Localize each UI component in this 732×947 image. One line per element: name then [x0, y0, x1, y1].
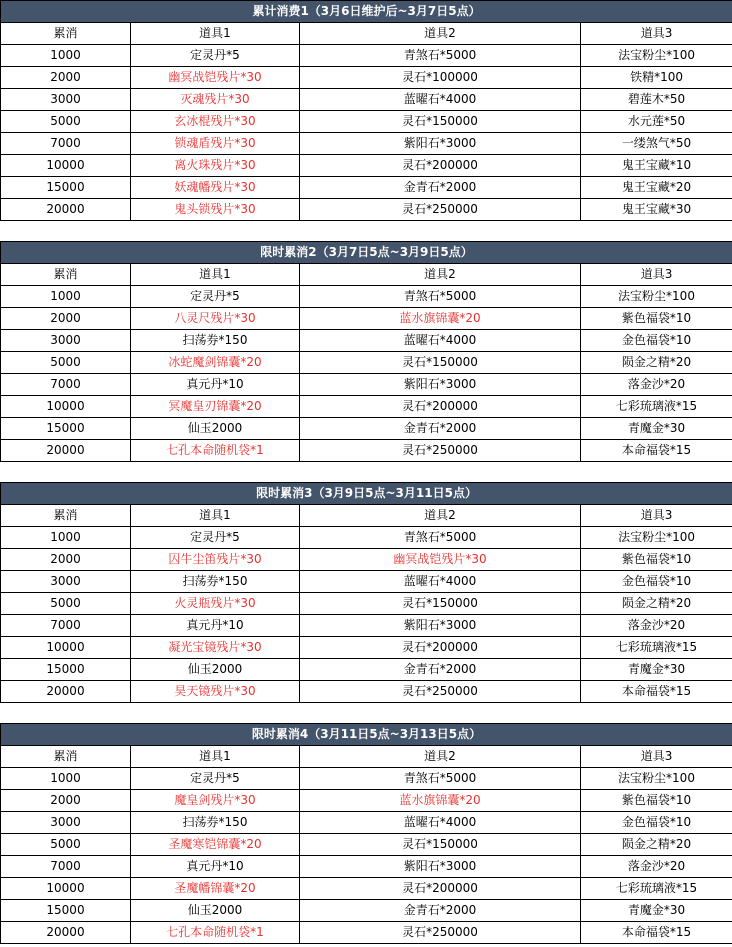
reward-item-cell: 紫色福袋*10 — [581, 790, 732, 812]
reward-item-cell: 定灵丹*5 — [131, 286, 300, 308]
spend-threshold-cell: 2000 — [1, 67, 131, 89]
table-title: 限时累消2（3月7日5点~3月9日5点） — [1, 242, 732, 264]
reward-item-cell: 灵石*250000 — [300, 199, 581, 221]
column-header: 道具2 — [300, 264, 581, 286]
column-header: 道具3 — [581, 746, 732, 768]
table-row — [1, 177, 732, 199]
column-header-row — [1, 746, 732, 768]
reward-item-cell: 仙玉2000 — [131, 900, 300, 922]
reward-item-cell: 本命福袋*15 — [581, 440, 732, 462]
table-row — [1, 527, 732, 549]
reward-item-cell: 囚牛尘笛残片*30 — [131, 549, 300, 571]
spend-threshold-cell: 5000 — [1, 111, 131, 133]
spend-threshold-cell: 1000 — [1, 768, 131, 790]
reward-item-cell: 仙玉2000 — [131, 659, 300, 681]
reward-item-cell: 青煞石*5000 — [300, 527, 581, 549]
reward-item-cell: 妖魂幡残片*30 — [131, 177, 300, 199]
spend-threshold-cell: 15000 — [1, 900, 131, 922]
spend-threshold-cell: 10000 — [1, 637, 131, 659]
reward-item-cell: 灵石*250000 — [300, 681, 581, 703]
spend-threshold-cell: 15000 — [1, 418, 131, 440]
column-header: 累消 — [1, 264, 131, 286]
reward-item-cell: 本命福袋*15 — [581, 681, 732, 703]
reward-item-cell: 灵石*100000 — [300, 67, 581, 89]
reward-item-cell: 紫阳石*3000 — [300, 615, 581, 637]
reward-item-cell: 灵石*150000 — [300, 834, 581, 856]
column-header: 道具1 — [131, 23, 300, 45]
column-header: 道具3 — [581, 264, 732, 286]
table-row — [1, 571, 732, 593]
reward-item-cell: 八灵尺残片*30 — [131, 308, 300, 330]
reward-item-cell: 灵石*250000 — [300, 440, 581, 462]
column-header: 道具3 — [581, 23, 732, 45]
reward-item-cell: 圣魔幡锦囊*20 — [131, 878, 300, 900]
table-row — [1, 637, 732, 659]
reward-item-cell: 金青石*2000 — [300, 418, 581, 440]
table-row — [1, 133, 732, 155]
spend-threshold-cell: 3000 — [1, 330, 131, 352]
reward-item-cell: 金青石*2000 — [300, 177, 581, 199]
column-header: 道具3 — [581, 505, 732, 527]
reward-item-cell: 火灵瓶残片*30 — [131, 593, 300, 615]
spend-threshold-cell: 15000 — [1, 659, 131, 681]
reward-item-cell: 离火珠残片*30 — [131, 155, 300, 177]
table-title-row — [1, 242, 732, 264]
reward-item-cell: 蓝水旗锦囊*20 — [300, 790, 581, 812]
reward-item-cell: 魔皇剑残片*30 — [131, 790, 300, 812]
spend-threshold-cell: 2000 — [1, 790, 131, 812]
table-title-row — [1, 483, 732, 505]
spend-threshold-cell: 5000 — [1, 593, 131, 615]
table-row — [1, 374, 732, 396]
spend-threshold-cell: 5000 — [1, 352, 131, 374]
table-row — [1, 878, 732, 900]
spend-threshold-cell: 10000 — [1, 396, 131, 418]
table-row — [1, 549, 732, 571]
reward-table — [0, 0, 732, 221]
reward-item-cell: 青煞石*5000 — [300, 768, 581, 790]
section-spacer — [0, 221, 732, 241]
reward-item-cell: 定灵丹*5 — [131, 768, 300, 790]
reward-item-cell: 玄冰棍残片*30 — [131, 111, 300, 133]
spend-threshold-cell: 2000 — [1, 308, 131, 330]
spend-threshold-cell: 7000 — [1, 856, 131, 878]
table-row — [1, 922, 732, 944]
reward-item-cell: 青魔金*30 — [581, 659, 732, 681]
reward-item-cell: 灭魂残片*30 — [131, 89, 300, 111]
spend-threshold-cell: 5000 — [1, 834, 131, 856]
column-header: 累消 — [1, 23, 131, 45]
reward-item-cell: 扫荡券*150 — [131, 330, 300, 352]
reward-item-cell: 真元丹*10 — [131, 615, 300, 637]
table-row — [1, 593, 732, 615]
table-row — [1, 286, 732, 308]
reward-item-cell: 陨金之精*20 — [581, 834, 732, 856]
reward-item-cell: 七彩琉璃液*15 — [581, 637, 732, 659]
reward-item-cell: 紫色福袋*10 — [581, 549, 732, 571]
table-row — [1, 199, 732, 221]
reward-item-cell: 蓝曜石*4000 — [300, 571, 581, 593]
reward-item-cell: 青煞石*5000 — [300, 45, 581, 67]
reward-item-cell: 真元丹*10 — [131, 856, 300, 878]
table-row — [1, 330, 732, 352]
reward-item-cell: 定灵丹*5 — [131, 527, 300, 549]
reward-item-cell: 一缕煞气*50 — [581, 133, 732, 155]
reward-item-cell: 法宝粉尘*100 — [581, 286, 732, 308]
spend-threshold-cell: 7000 — [1, 133, 131, 155]
reward-item-cell: 碧莲木*50 — [581, 89, 732, 111]
spend-threshold-cell: 15000 — [1, 177, 131, 199]
reward-item-cell: 本命福袋*15 — [581, 922, 732, 944]
table-row — [1, 812, 732, 834]
section-spacer — [0, 703, 732, 723]
reward-item-cell: 冰蛇魔剑锦囊*20 — [131, 352, 300, 374]
reward-item-cell: 灵石*200000 — [300, 637, 581, 659]
reward-item-cell: 仙玉2000 — [131, 418, 300, 440]
table-row — [1, 45, 732, 67]
reward-item-cell: 昊天镜残片*30 — [131, 681, 300, 703]
column-header: 道具1 — [131, 264, 300, 286]
reward-item-cell: 金青石*2000 — [300, 900, 581, 922]
table-title: 累计消费1（3月6日维护后~3月7日5点） — [1, 1, 732, 23]
spend-threshold-cell: 1000 — [1, 286, 131, 308]
table-row — [1, 396, 732, 418]
reward-item-cell: 鬼王宝藏*10 — [581, 155, 732, 177]
reward-item-cell: 扫荡券*150 — [131, 812, 300, 834]
table-title: 限时累消3（3月9日5点~3月11日5点） — [1, 483, 732, 505]
column-header-row — [1, 23, 732, 45]
reward-item-cell: 蓝曜石*4000 — [300, 89, 581, 111]
table-row — [1, 768, 732, 790]
reward-item-cell: 七孔本命随机袋*1 — [131, 922, 300, 944]
reward-item-cell: 陨金之精*20 — [581, 352, 732, 374]
reward-item-cell: 陨金之精*20 — [581, 593, 732, 615]
table-row — [1, 308, 732, 330]
reward-item-cell: 冥魔皇刃锦囊*20 — [131, 396, 300, 418]
table-title-row — [1, 1, 732, 23]
reward-item-cell: 圣魔寒铠锦囊*20 — [131, 834, 300, 856]
spend-threshold-cell: 2000 — [1, 549, 131, 571]
reward-item-cell: 灵石*150000 — [300, 593, 581, 615]
reward-item-cell: 七孔本命随机袋*1 — [131, 440, 300, 462]
reward-item-cell: 法宝粉尘*100 — [581, 45, 732, 67]
reward-item-cell: 灵石*250000 — [300, 922, 581, 944]
reward-item-cell: 金色福袋*10 — [581, 571, 732, 593]
reward-table-section-4 — [0, 723, 732, 944]
reward-item-cell: 铁精*100 — [581, 67, 732, 89]
table-row — [1, 900, 732, 922]
column-header: 道具1 — [131, 505, 300, 527]
reward-item-cell: 金青石*2000 — [300, 659, 581, 681]
column-header-row — [1, 264, 732, 286]
reward-item-cell: 定灵丹*5 — [131, 45, 300, 67]
reward-item-cell: 鬼王宝藏*30 — [581, 199, 732, 221]
spend-threshold-cell: 7000 — [1, 374, 131, 396]
reward-item-cell: 幽冥战铠残片*30 — [300, 549, 581, 571]
reward-item-cell: 鬼王宝藏*20 — [581, 177, 732, 199]
section-spacer — [0, 462, 732, 482]
spend-threshold-cell: 3000 — [1, 812, 131, 834]
reward-item-cell: 青魔金*30 — [581, 900, 732, 922]
reward-item-cell: 水元莲*50 — [581, 111, 732, 133]
table-row — [1, 790, 732, 812]
spend-threshold-cell: 3000 — [1, 571, 131, 593]
reward-item-cell: 蓝水旗锦囊*20 — [300, 308, 581, 330]
reward-item-cell: 紫阳石*3000 — [300, 133, 581, 155]
spend-threshold-cell: 3000 — [1, 89, 131, 111]
spend-threshold-cell: 1000 — [1, 527, 131, 549]
reward-item-cell: 灵石*200000 — [300, 155, 581, 177]
reward-item-cell: 锁魂盾残片*30 — [131, 133, 300, 155]
reward-item-cell: 紫阳石*3000 — [300, 856, 581, 878]
table-row — [1, 659, 732, 681]
reward-item-cell: 扫荡券*150 — [131, 571, 300, 593]
table-title-row — [1, 724, 732, 746]
column-header: 道具2 — [300, 505, 581, 527]
spend-threshold-cell: 10000 — [1, 878, 131, 900]
column-header: 累消 — [1, 746, 131, 768]
reward-item-cell: 落金沙*20 — [581, 856, 732, 878]
reward-item-cell: 蓝曜石*4000 — [300, 812, 581, 834]
table-row — [1, 856, 732, 878]
table-row — [1, 681, 732, 703]
reward-item-cell: 灵石*150000 — [300, 111, 581, 133]
reward-item-cell: 紫阳石*3000 — [300, 374, 581, 396]
reward-item-cell: 法宝粉尘*100 — [581, 527, 732, 549]
reward-item-cell: 落金沙*20 — [581, 615, 732, 637]
table-row — [1, 615, 732, 637]
reward-item-cell: 灵石*150000 — [300, 352, 581, 374]
reward-item-cell: 七彩琉璃液*15 — [581, 396, 732, 418]
table-row — [1, 418, 732, 440]
spend-threshold-cell: 1000 — [1, 45, 131, 67]
table-row — [1, 834, 732, 856]
spend-threshold-cell: 20000 — [1, 199, 131, 221]
reward-item-cell: 落金沙*20 — [581, 374, 732, 396]
spend-threshold-cell: 7000 — [1, 615, 131, 637]
spend-threshold-cell: 10000 — [1, 155, 131, 177]
column-header: 道具2 — [300, 23, 581, 45]
spend-threshold-cell: 20000 — [1, 922, 131, 944]
reward-item-cell: 蓝曜石*4000 — [300, 330, 581, 352]
column-header: 道具1 — [131, 746, 300, 768]
reward-item-cell: 金色福袋*10 — [581, 812, 732, 834]
reward-table — [0, 241, 732, 462]
reward-table-section-2 — [0, 241, 732, 462]
table-row — [1, 352, 732, 374]
spend-threshold-cell: 20000 — [1, 440, 131, 462]
column-header: 累消 — [1, 505, 131, 527]
reward-item-cell: 鬼头锁残片*30 — [131, 199, 300, 221]
reward-item-cell: 真元丹*10 — [131, 374, 300, 396]
spend-threshold-cell: 20000 — [1, 681, 131, 703]
reward-item-cell: 幽冥战铠残片*30 — [131, 67, 300, 89]
reward-table — [0, 723, 732, 944]
reward-item-cell: 青煞石*5000 — [300, 286, 581, 308]
table-row — [1, 155, 732, 177]
table-title: 限时累消4（3月11日5点~3月13日5点） — [1, 724, 732, 746]
reward-table — [0, 482, 732, 703]
reward-item-cell: 灵石*200000 — [300, 396, 581, 418]
table-row — [1, 111, 732, 133]
reward-item-cell: 紫色福袋*10 — [581, 308, 732, 330]
reward-item-cell: 灵石*200000 — [300, 878, 581, 900]
reward-item-cell: 法宝粉尘*100 — [581, 768, 732, 790]
column-header: 道具2 — [300, 746, 581, 768]
table-row — [1, 67, 732, 89]
reward-item-cell: 凝光宝镜残片*30 — [131, 637, 300, 659]
reward-table-section-3 — [0, 482, 732, 703]
table-row — [1, 440, 732, 462]
reward-item-cell: 金色福袋*10 — [581, 330, 732, 352]
reward-item-cell: 青魔金*30 — [581, 418, 732, 440]
reward-table-section-1 — [0, 0, 732, 221]
column-header-row — [1, 505, 732, 527]
table-row — [1, 89, 732, 111]
reward-item-cell: 七彩琉璃液*15 — [581, 878, 732, 900]
